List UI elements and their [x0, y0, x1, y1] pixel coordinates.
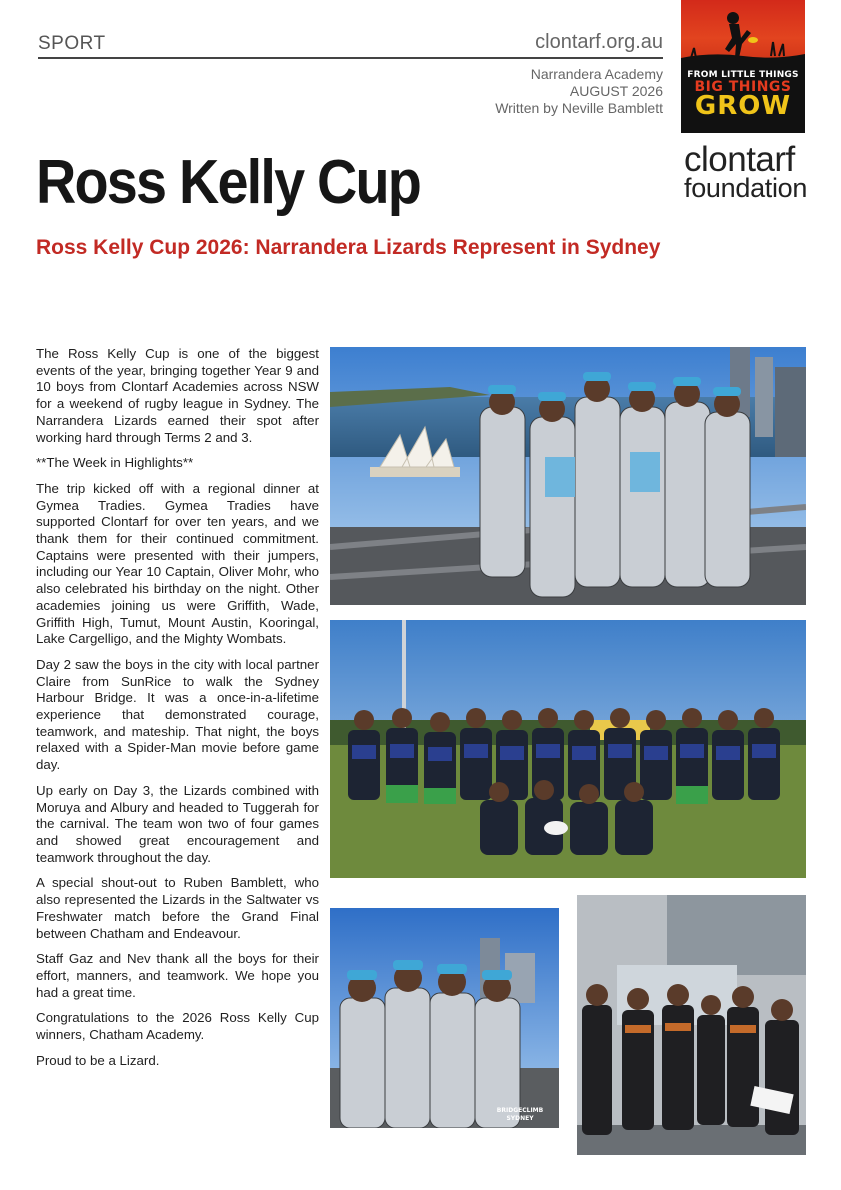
photo-watermark-line-2: SYDNEY: [506, 1115, 534, 1122]
badge-line-3: GROW: [694, 91, 792, 121]
article-meta: [495, 66, 663, 117]
badge-line-1: FROM LITTLE THINGS: [687, 70, 799, 80]
article-body: [36, 346, 319, 1078]
paragraph-day-2: Day 2 saw the boys in the city with local partner Claire from SunRice to walk the Sydney Harbour Bridge. It was a once-in-a-lifetime experience that demonstrated courage, teamwork, and mateship. That night, the boys relaxed with a Spider-Man movie before game day.: [36, 656, 319, 773]
brand-name: clontarf: [684, 140, 795, 179]
author-line: Written by Neville Bamblett: [495, 100, 663, 116]
photo-team-on-field: [330, 620, 806, 878]
paragraph-dinner: The trip kicked off with a regional dinner at Gymea Tradies. Gymea Tradies have supported Clontarf for over ten years, and we thank them for their continued commitment. Captains were presented with their jumpers, including our Year 10 Captain, Oliver Mohr, who also celebrated his birthday on the night. Other academies joining us were Griffith, Wade, Griffith High, Tumut, Mount Austin, Kooringal, Lake Cargelligo, and the Mighty Wombats.: [36, 480, 319, 647]
paragraph-highlights-heading: **The Week in Highlights**: [36, 455, 194, 471]
paragraph-thanks: Staff Gaz and Nev thank all the boys for their effort, manners, and teamwork. We hope you had a great time.: [36, 951, 319, 1000]
paragraph-day-3: Up early on Day 3, the Lizards combined with Moruya and Albury and headed to Tuggerah for the carnival. The team won two of four games and showed great encouragement and teamwork throughout the day.: [36, 782, 319, 865]
publication-date: AUGUST 2026: [569, 83, 663, 99]
photo-indoor-group: [577, 895, 806, 1155]
article-subtitle: Ross Kelly Cup 2026: Narrandera Lizards Represent in Sydney: [36, 236, 661, 259]
photo-bridge-climb-selfie: [330, 908, 559, 1128]
article-title: Ross Kelly Cup: [36, 148, 421, 217]
header-divider: [38, 57, 663, 59]
paragraph-shout-out: A special shout-out to Ruben Bamblett, who also represented the Lizards in the Saltwater vs Freshwater match before the Grand Final between Chatham and Endeavour.: [36, 875, 319, 941]
from-little-things-badge: [681, 0, 805, 133]
paragraph-closing: Proud to be a Lizard.: [36, 1052, 160, 1068]
clontarf-foundation-logo: [684, 140, 808, 204]
photo-watermark-line-1: BRIDGECLIMB: [496, 1107, 544, 1114]
child-kicking-silhouette-icon: [681, 0, 805, 70]
paragraph-congratulations: Congratulations to the 2026 Ross Kelly Cup winners, Chatham Academy.: [36, 1010, 319, 1043]
site-url[interactable]: clontarf.org.au: [535, 31, 663, 53]
photo-bridge-climb-group: [330, 347, 806, 605]
paragraph-intro: The Ross Kelly Cup is one of the biggest events of the year, bringing together Year 9 and 10 boys from Clontarf Academies across NSW for a weekend of rugby league in Sydney. The Narrandera Lizards earned their spot after working hard through Terms 2 and 3.: [36, 346, 319, 445]
academy-name: Narrandera Academy: [530, 66, 663, 82]
section-label: SPORT: [38, 33, 106, 54]
badge-line-2: BIG THINGS: [694, 79, 792, 95]
brand-suffix: foundation: [684, 173, 808, 204]
